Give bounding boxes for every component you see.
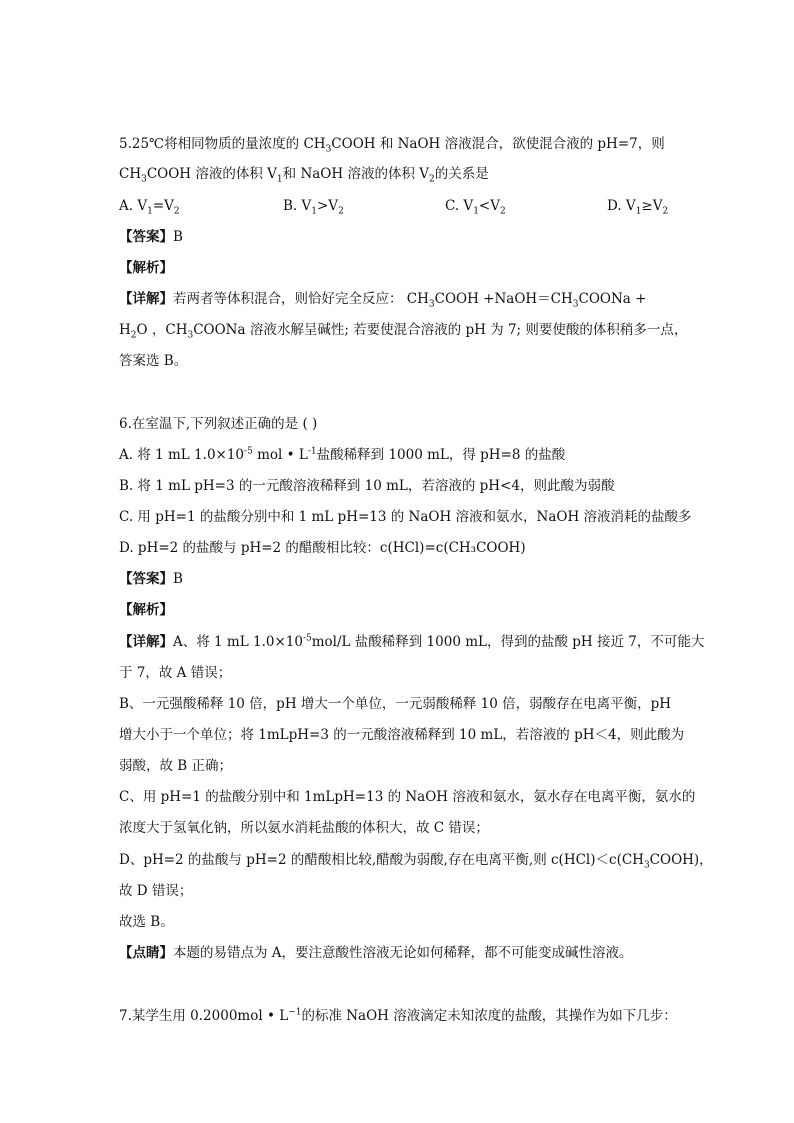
q5-option-d: D. $V_1\ge V_2$ [607,198,669,217]
q6-option-a: A. 将 1 mL $1.0\times 10^{-5}$ mol • $L^{-1}$盐酸稀释到 1000 mL，得 pH=8 的盐酸 [119,446,566,463]
q5-stem-line-2: $CH_3COOH$ 溶液的体积 $V_1$和 NaOH 溶液的体积 $V_2$的关系是 [119,166,489,185]
q6-detail-line-3: B、一元强酸稀释 10 倍，pH 增大一个单位，一元弱酸稀释 10 倍，弱酸存在电离平衡，pH [119,696,672,712]
q6-option-b: B. 将 1 mL pH=3 的一元酸溶液稀释到 10 mL，若溶液的 pH<4，则此酸为弱酸 [119,478,615,494]
q6-detail-line-5: 弱酸，故 B 正确； [119,758,233,774]
q6-detail-line-6: C、用 pH=1 的盐酸分别中和 1mLpH=13 的 NaOH 溶液和氨水，氨水存在电离平衡，氨水的 [119,789,696,805]
q5-option-a: A. $V_1=V_2$ [119,198,180,217]
q6-option-d: D. pH=2 的盐酸与 pH=2 的醋酸相比较：c(HCl)=c(CH₃COOH) [119,540,526,556]
q6-answer: 【答案】B [119,571,183,587]
q6-note: 【点睛】本题的易错点为 A，要注意酸性溶液无论如何稀释，都不可能变成碱性溶液。 [119,945,633,961]
q5-analysis-heading: 【解析】 [119,260,173,276]
q6-detail-line-9: 故 D 错误； [119,883,193,899]
q6-detail-line-2: 于 7，故 A 错误； [119,665,232,681]
q6-detail-line-8: D、pH=2 的盐酸与 pH=2 的醋酸相比较,醋酸为弱酸,存在电离平衡,则 $c(HCl)<c(CH_3COOH)$， [119,852,713,871]
answer-tag: 【答案】 [119,229,173,245]
q6-detail-line-1: 【详解】A、将 1 mL $1.0\times 10^{-5}mol/L$ 盐酸稀释到 1000 mL，得到的盐酸 pH 接近 7，不可能大 [119,633,705,650]
q5-answer: 【答案】B [119,229,183,245]
q6-detail-line-7: 浓度大于氢氧化钠，所以氨水消耗盐酸的体积大，故 C 错误； [119,820,489,836]
q5-detail-line-3: 答案选 B。 [119,353,188,369]
q5-option-c: C. $V_1<V_2$ [445,198,506,217]
q6-analysis-heading: 【解析】 [119,602,173,618]
q6-stem: 6.在室温下,下列叙述正确的是 ( ) [119,416,318,432]
q5-detail-line-1: 【详解】若两者等体积混合，则恰好完全反应： $CH_3COOH$ $+NaOH=CH_3COONa$ + [119,291,647,310]
q5-option-b: B. $V_1>V_2$ [283,198,344,217]
q6-option-c: C. 用 pH=1 的盐酸分别中和 1 mL pH=13 的 NaOH 溶液和氨水，NaOH 溶液消耗的盐酸多 [119,509,692,525]
q5-detail-line-2: $H_2O$ ，$CH_3COONa$ 溶液水解呈碱性; 若要使混合溶液的 pH 为 7; 则要使酸的体积稍多一点， [119,322,688,341]
q6-detail-line-10: 故选 B。 [119,914,174,930]
q5-stem-line-1: 5.25℃将相同物质的量浓度的 $CH_3COOH$ 和 NaOH 溶液混合，欲使混合液的 pH=7，则 [119,136,665,155]
q6-detail-line-4: 增大小于一个单位；将 1mLpH=3 的一元酸溶液稀释到 10 mL，若溶液的 pH＜4，则此酸为 [119,727,685,743]
q7-stem: 7.某学生用 0.2000mol • $L^{-1}$的标准 NaOH 溶液滴定未知浓度的盐酸，其操作为如下几步： [119,1007,677,1024]
